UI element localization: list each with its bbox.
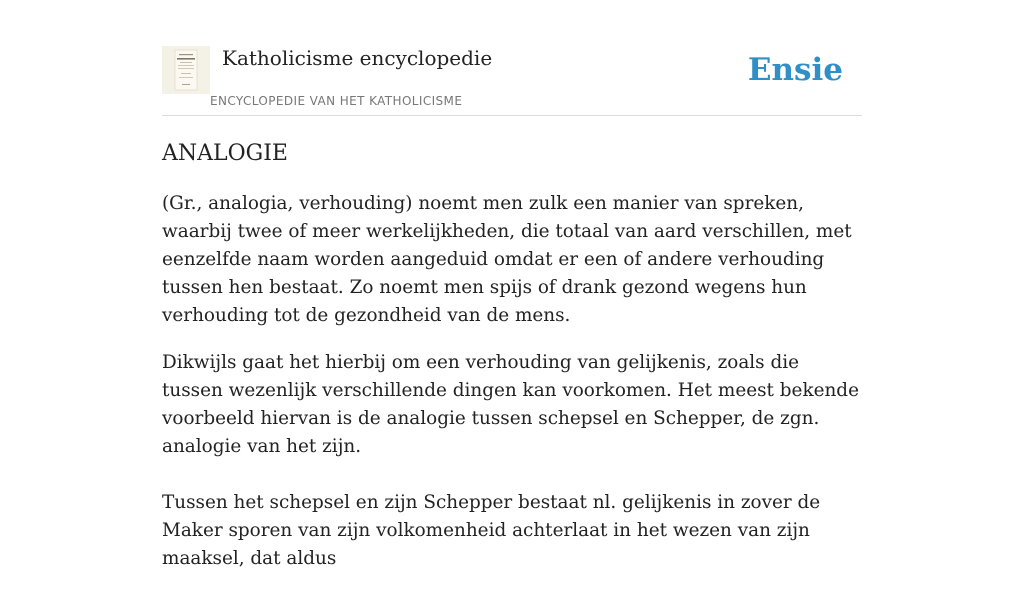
header-divider [162,115,862,116]
brand-logo-link[interactable]: Ensie [747,52,843,88]
site-title[interactable]: Katholicisme encyclopedie [222,46,493,70]
book-cover-icon[interactable] [162,46,210,94]
article-paragraph: (Gr., analogia, verhouding) noemt men zulk een manier van spreken, waarbij twee of meer werkelijkheden, die totaal van aard verschillen, met eenzelfde naam worden aangeduid omdat er een of andere verhouding tussen hen bestaat. Zo noemt men spijs of drank gezond wegens hun verhouding tot de gezondheid van de mens. [162,193,852,326]
article [162,138,864,592]
site-header [162,40,862,116]
article-title: ANALOGIE [162,141,288,166]
article-paragraph: Tussen het schepsel en zijn Schepper bestaat nl. gelijkenis in zover de Maker sporen van zijn volkomenheid achterlaat in het wezen van zijn maaksel, dat aldus [162,492,821,569]
site-subtitle: ENCYCLOPEDIE VAN HET KATHOLICISME [210,94,463,108]
article-paragraph: Dikwijls gaat het hierbij om een verhouding van gelijkenis, zoals die tussen wezenlijk verschillende dingen kan voorkomen. Het meest bekende voorbeeld hiervan is de analogie tussen schepsel en Schepper, de zgn. analogie van het zijn. [162,352,859,457]
